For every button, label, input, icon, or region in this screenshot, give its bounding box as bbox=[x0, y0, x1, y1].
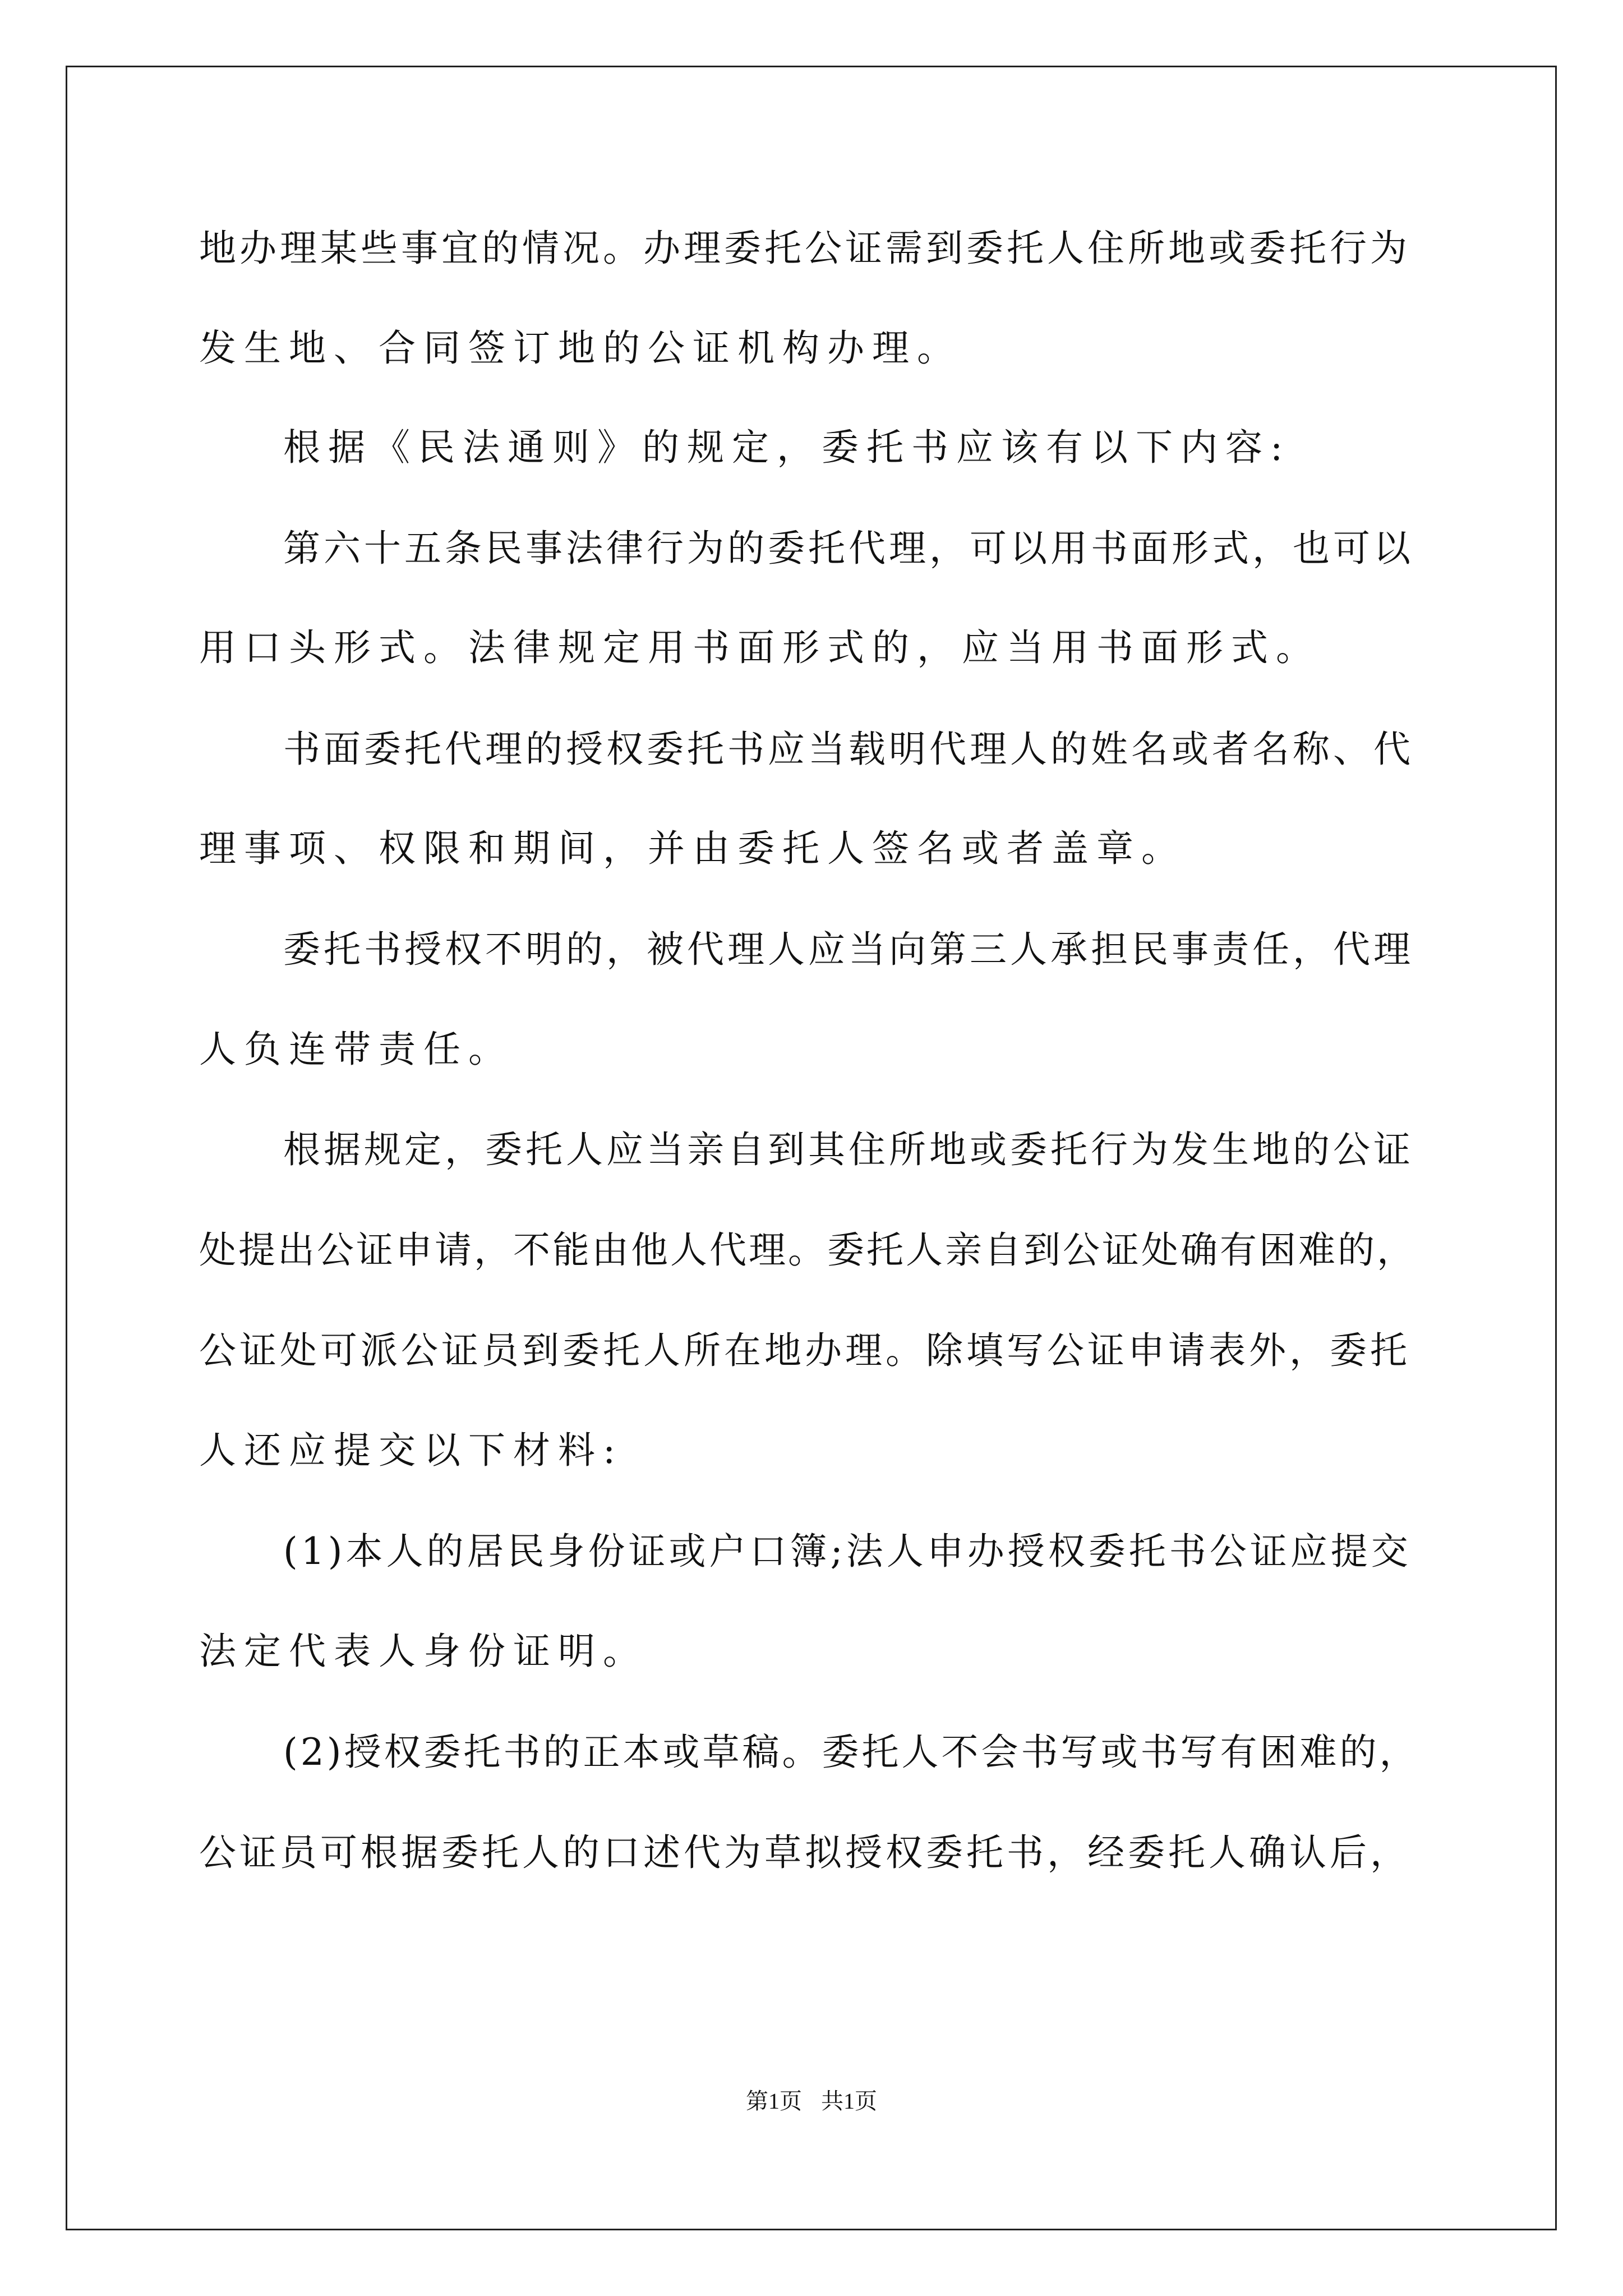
text-line: 地办理某些事宜的情况。办理委托公证需到委托人住所地或委托行为 bbox=[199, 227, 1410, 270]
page-footer bbox=[0, 2090, 1623, 2113]
text-line: 发生地、合同签订地的公证机构办理。 bbox=[199, 326, 962, 370]
text-line: 法定代表人身份证明。 bbox=[199, 1630, 648, 1673]
paragraph-start-line: 委托书授权不明的，被代理人应当向第三人承担民事责任，代理 bbox=[283, 928, 1414, 971]
text-line: 公证员可根据委托人的口述代为草拟授权委托书，经委托人确认后， bbox=[199, 1831, 1410, 1874]
text-line: 人负连带责任。 bbox=[199, 1028, 513, 1071]
paragraph-start-line: 根据《民法通则》的规定，委托书应该有以下内容: bbox=[283, 426, 1291, 469]
paragraph-start-line: 根据规定，委托人应当亲自到其住所地或委托行为发生地的公证 bbox=[283, 1128, 1414, 1171]
paragraph-start-line: (2)授权委托书的正本或草稿。委托人不会书写或书写有困难的， bbox=[283, 1731, 1419, 1774]
paragraph-start-line: (1)本人的居民身份证或户口簿;法人申办授权委托书公证应提交 bbox=[283, 1530, 1412, 1573]
total-pages: 共1页 bbox=[821, 2088, 877, 2114]
paragraph-start-line: 书面委托代理的授权委托书应当载明代理人的姓名或者名称、代 bbox=[283, 728, 1414, 771]
text-line: 人还应提交以下材料: bbox=[199, 1429, 624, 1472]
text-line: 理事项、权限和期间，并由委托人签名或者盖章。 bbox=[199, 827, 1186, 870]
text-line: 处提出公证申请，不能由他人代理。委托人亲自到公证处确有困难的， bbox=[199, 1228, 1416, 1272]
page-number: 第1页 bbox=[746, 2088, 802, 2114]
paragraph-start-line: 第六十五条民事法律行为的委托代理，可以用书面形式，也可以 bbox=[283, 527, 1414, 570]
text-line: 用口头形式。法律规定用书面形式的，应当用书面形式。 bbox=[199, 626, 1321, 669]
text-line: 公证处可派公证员到委托人所在地办理。除填写公证申请表外，委托 bbox=[199, 1329, 1410, 1372]
